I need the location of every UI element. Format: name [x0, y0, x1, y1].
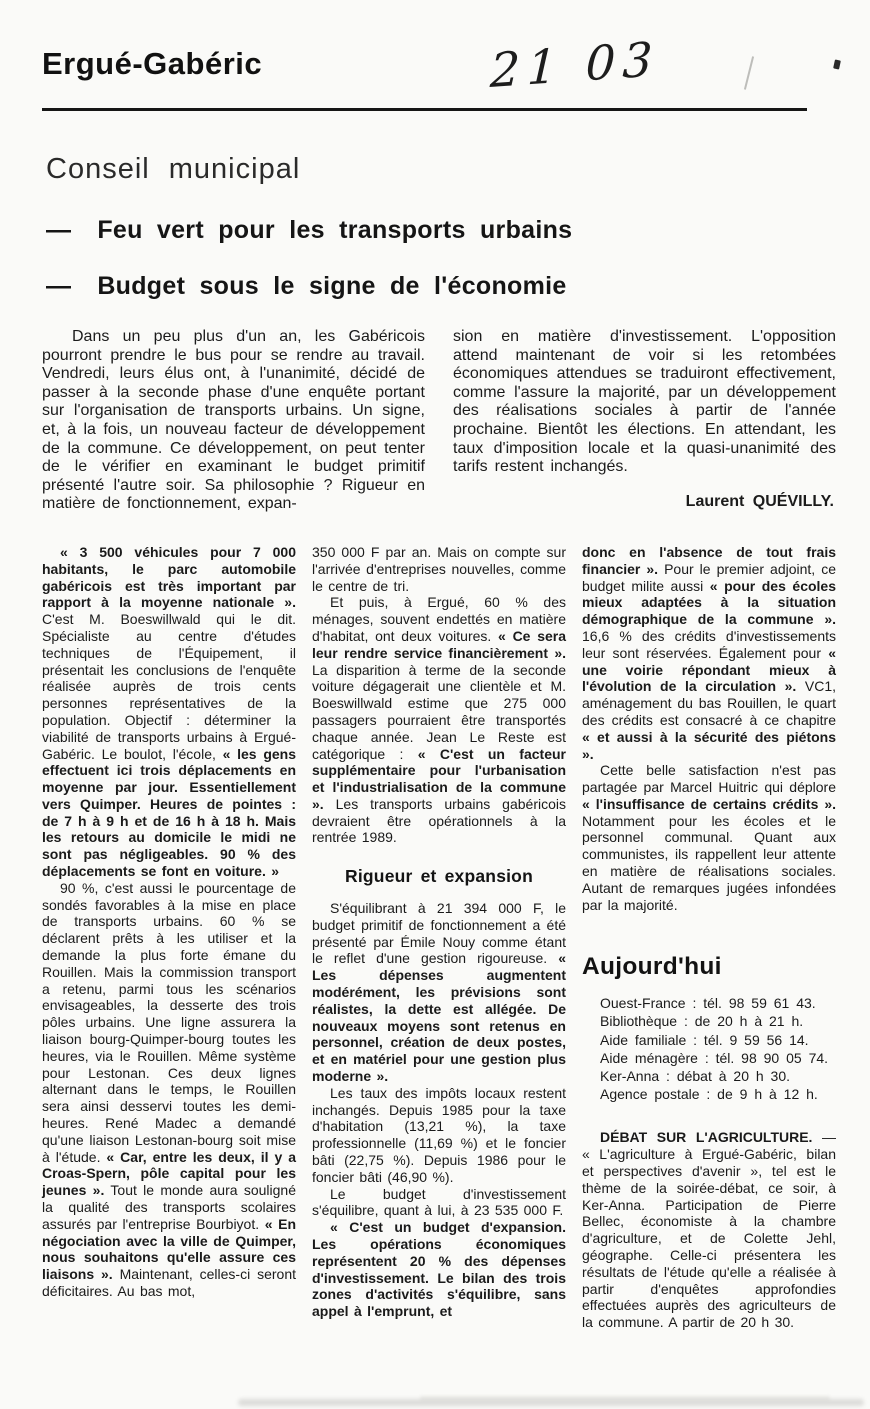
info-line: Agence postale : de 9 h à 12 h. — [600, 1086, 818, 1103]
masthead-rule — [42, 108, 807, 111]
paragraph: 90 %, c'est aussi le pourcentage de sondés favorables à la mise en place de transports urbains. 60 % se déclarent prêts à les utiliser et la demande la plus forte émane du Rouillen. Mais la commission transport a retenu, parmi tous les scénarios envisageables, la desserte des trois pôles urbains. Une ligne assurera la liaison bourg-Quimper-bourg toutes les heures, via le Rouillen. Même système pour Lestonan. Ces deux lignes alternant dans le temps, le Rouillen sera ainsi desservi toutes les demi-heures. René Madec a demandé qu'une liaison Lestonan-bourg soit mise à l'étude. « Car, entre les deux, il y a Croas-Spern, pôle capital pour les jeunes ». Tout le monde aura souligné la qualité des transports scolaires assurés par l'entreprise Bourbiyot. « En négociation avec la ville de Quimper, nous souhaitons qu'elle assure ces liaisons ». Maintenant, celles-ci seront déficitaires. Au bas mot, — [42, 879, 296, 1299]
headline-2 — [46, 272, 836, 301]
dash-bullet: — — [46, 216, 72, 244]
byline: Laurent QUÉVILLY. — [685, 492, 834, 510]
headlines — [46, 216, 836, 301]
paragraph: donc en l'absence de tout frais financier ». Pour le premier adjoint, ce budget milite aussi « pour des écoles mieux adaptées à la situation démographique de la commune ». 16,6 % des crédits d'investissements leur sont réservées. Également pour « une voirie répondant mieux à l'évolution de la circulation ». VC1, aménagement du bas Rouillen, le quart des crédits est consacré à ce chapitre « et aussi à la sécurité des piétons ». — [582, 543, 836, 762]
scan-smudge — [238, 1399, 864, 1406]
intro-paragraph-2: sion en matière d'investissement. L'opposition attend maintenant de voir si les retombées économiques attendues se traduiront effectivement, comme l'assure la majorité, par un développement des réalisations sociales à partir de l'année prochaine. Bientôt les élections. En attendant, les taux d'imposition locale et la quasi-unanimité des tarifs restent inchangés. — [453, 328, 836, 476]
headline-1-text: Feu vert pour les transports urbains — [97, 216, 573, 244]
page-header — [42, 31, 836, 111]
article-column-3 — [582, 544, 836, 1331]
info-line: Bibliothèque : de 20 h à 21 h. — [600, 1013, 804, 1030]
handwritten-date-note: 21 03 — [489, 31, 661, 100]
column-subheading: Rigueur et expansion — [345, 866, 533, 887]
info-line: Ker-Anna : débat à 20 h 30. — [600, 1068, 791, 1085]
paragraph: DÉBAT SUR L'AGRICULTURE. — « L'agriculture à Ergué-Gabéric, bilan et perspectives d'avenir », tel est le thème de la soirée-débat, ce soir, à Ker-Anna. Participation de Pierre Bellec, économiste à la chambre d'agriculture, et de Colette Jehl, géographe. Celle-ci présentera les résultats de l'étude qu'elle a réalisée à partir d'enquêtes approfondies effectuées auprès des agriculteurs de la commune. A partir de 20 h 30. — [582, 1129, 836, 1331]
article-column-2 — [312, 544, 566, 1320]
scan-smudge-light — [420, 1396, 830, 1400]
paragraph: Le budget d'investissement s'équilibre, quant à lui, à 23 535 000 F. — [312, 1185, 566, 1219]
headline-2-text: Budget sous le signe de l'économie — [97, 272, 567, 300]
info-line: Aide familiale : tél. 9 59 56 14. — [600, 1031, 809, 1048]
article-kicker: Conseil municipal — [46, 153, 301, 185]
paragraph: Cette belle satisfaction n'est pas partagée par Marcel Huitric qui déplore « l'insuffisance de certains crédits ». Notamment pour les écoles et le personnel communal. Quant aux communistes, ils rappellent leur attente en matière de réalisations sociales. Autant de remarques jugées infondées par la majorité. — [582, 762, 836, 913]
info-line: Aide ménagère : tél. 98 90 05 74. — [600, 1049, 829, 1066]
pen-tick-mark — [833, 59, 841, 69]
paragraph: « C'est un budget d'expansion. Les opérations économiques représentent 20 % des dépenses d'investissement. Le bilan des trois zones d'activités s'équilibre, sans appel à l'emprunt, et — [312, 1219, 566, 1320]
article-body — [42, 544, 836, 1331]
paragraph: Et puis, à Ergué, 60 % des ménages, souvent endettés en matière d'habitat, ont deux voitures. « Ce sera leur rendre service financièrement ». La disparition à terme de la seconde voiture dégagerait une clientèle et M. Boeswillwald estime que 275 000 passagers pourraient être transportés chaque année. Jean Le Reste est catégorique : « C'est un facteur supplémentaire pour l'urbanisation et l'industrialisation de la commune ». Les transports urbains gabéricois devraient être opérationnels à la rentrée 1989. — [312, 594, 566, 846]
section-heading: Aujourd'hui — [582, 953, 722, 981]
article-column-1 — [42, 544, 296, 1300]
commune-masthead: Ergué-Gabéric — [42, 46, 263, 81]
intro-section — [42, 328, 836, 514]
intro-column-2 — [453, 328, 836, 514]
paragraph: Les taux des impôts locaux restent inchangés. Depuis 1985 pour la taxe d'habitation (13,21 %), la taxe professionnelle (11,69 %) et le foncier bâti (22,75 %). Depuis 1986 pour le foncier bâti (46,90 %). — [312, 1084, 566, 1185]
intro-column-1 — [42, 328, 425, 514]
intro-paragraph-1: Dans un peu plus d'un an, les Gabéricois pourront prendre le bus pour se rendre au travail. Vendredi, leurs élus ont, à l'unanimité, décidé de passer à la seconde phase d'une enquête portant sur l'organisation de transports urbains. Un signe, et, à la fois, un nouveau facteur de développement de la commune. Ce développement, on peut tenter de le vérifier en examinant le budget primitif présenté l'autre soir. Sa philosophie ? Rigueur en matière de fonctionnement, expan- — [42, 328, 425, 513]
dash-bullet: — — [46, 272, 72, 300]
paragraph: 350 000 F par an. Mais on compte sur l'arrivée d'entreprises nouvelles, comme le centre de tri. — [312, 543, 566, 594]
info-line: Ouest-France : tél. 98 59 61 43. — [600, 995, 816, 1012]
paragraph: S'équilibrant à 21 394 000 F, le budget primitif de fonctionnement a été présenté par Émile Nouy comme étant le reflet d'une gestion rigoureuse. « Les dépenses augmentent modérément, les prévisions sont réalistes, la dette est allégée. De nouveaux moyens sont retenus en personnel, création de deux postes, et en matériel pour une gestion plus moderne ». — [312, 900, 566, 1085]
paragraph: « 3 500 véhicules pour 7 000 habitants, le parc automobile gabéricois est très important par rapport à la moyenne nationale ». C'est M. Boeswillwald qui le dit. Spécialiste au centre d'études techniques de l'Équipement, il présentait les conclusions de l'enquête réalisée auprès de trois cents personnes représentatives de la population. Objectif : déterminer la viabilité de transports urbains à Ergué-Gabéric. Le boulot, l'école, « les gens effectuent ici trois déplacements en moyenne par jour. Essentiellement vers Quimper. Heures de pointes : de 7 h à 9 h et de 16 h à 18 h. Mais les retours au domicile le midi ne sont pas négligeables. 90 % des déplacements se font en voiture. » — [42, 543, 297, 880]
masthead-row — [42, 31, 836, 100]
headline-1 — [46, 216, 836, 245]
